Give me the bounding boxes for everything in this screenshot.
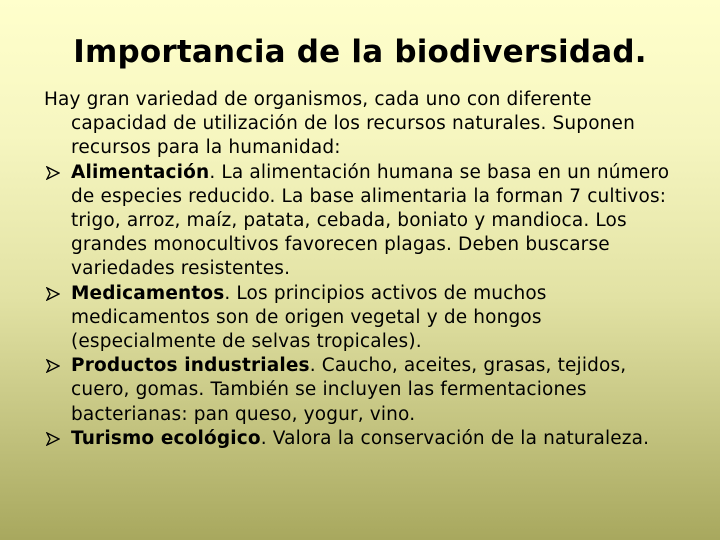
arrowhead-bullet-icon <box>46 354 62 378</box>
intro-paragraph: Hay gran variedad de organismos, cada uno con diferente capacidad de utilización de los recursos naturales. Suponen recursos para la humanidad: <box>44 89 635 159</box>
arrowhead-bullet-icon <box>46 161 62 185</box>
bullet-term: Medicamentos <box>71 282 225 304</box>
bullet-text: . La alimentación humana se basa en un número de especies reducido. La base alimentaria la forman 7 cultivos: trigo, arroz, maíz, patata, cebada, boniato y mandioca. Los grandes monocultivos favorecen plagas. Deben buscarse variedades resistentes. <box>71 161 670 280</box>
bullet-term: Alimentación <box>71 161 210 183</box>
arrowhead-bullet-icon <box>46 427 62 451</box>
slide-title: Importancia de la biodiversidad. <box>73 34 647 70</box>
bullet-text: . Los principios activos de muchos medicamentos son de origen vegetal y de hongos (especialmente de selvas tropicales). <box>71 282 547 353</box>
slide-body <box>44 88 684 451</box>
bullet-term: Productos industriales <box>71 355 310 377</box>
bullet-item-medicamentos <box>44 282 684 355</box>
bullet-item-turismo-ecologico <box>44 427 684 451</box>
bullet-item-alimentacion <box>44 161 684 282</box>
bullet-text: . Caucho, aceites, grasas, tejidos, cuero, gomas. También se incluyen las fermentaciones bacterianas: pan queso, yogur, vino. <box>71 355 627 425</box>
arrowhead-bullet-icon <box>46 282 62 306</box>
bullet-text: . Valora la conservación de la naturaleza. <box>260 427 650 449</box>
bullet-item-productos-industriales <box>44 354 684 427</box>
bullet-term: Turismo ecológico <box>71 427 261 449</box>
